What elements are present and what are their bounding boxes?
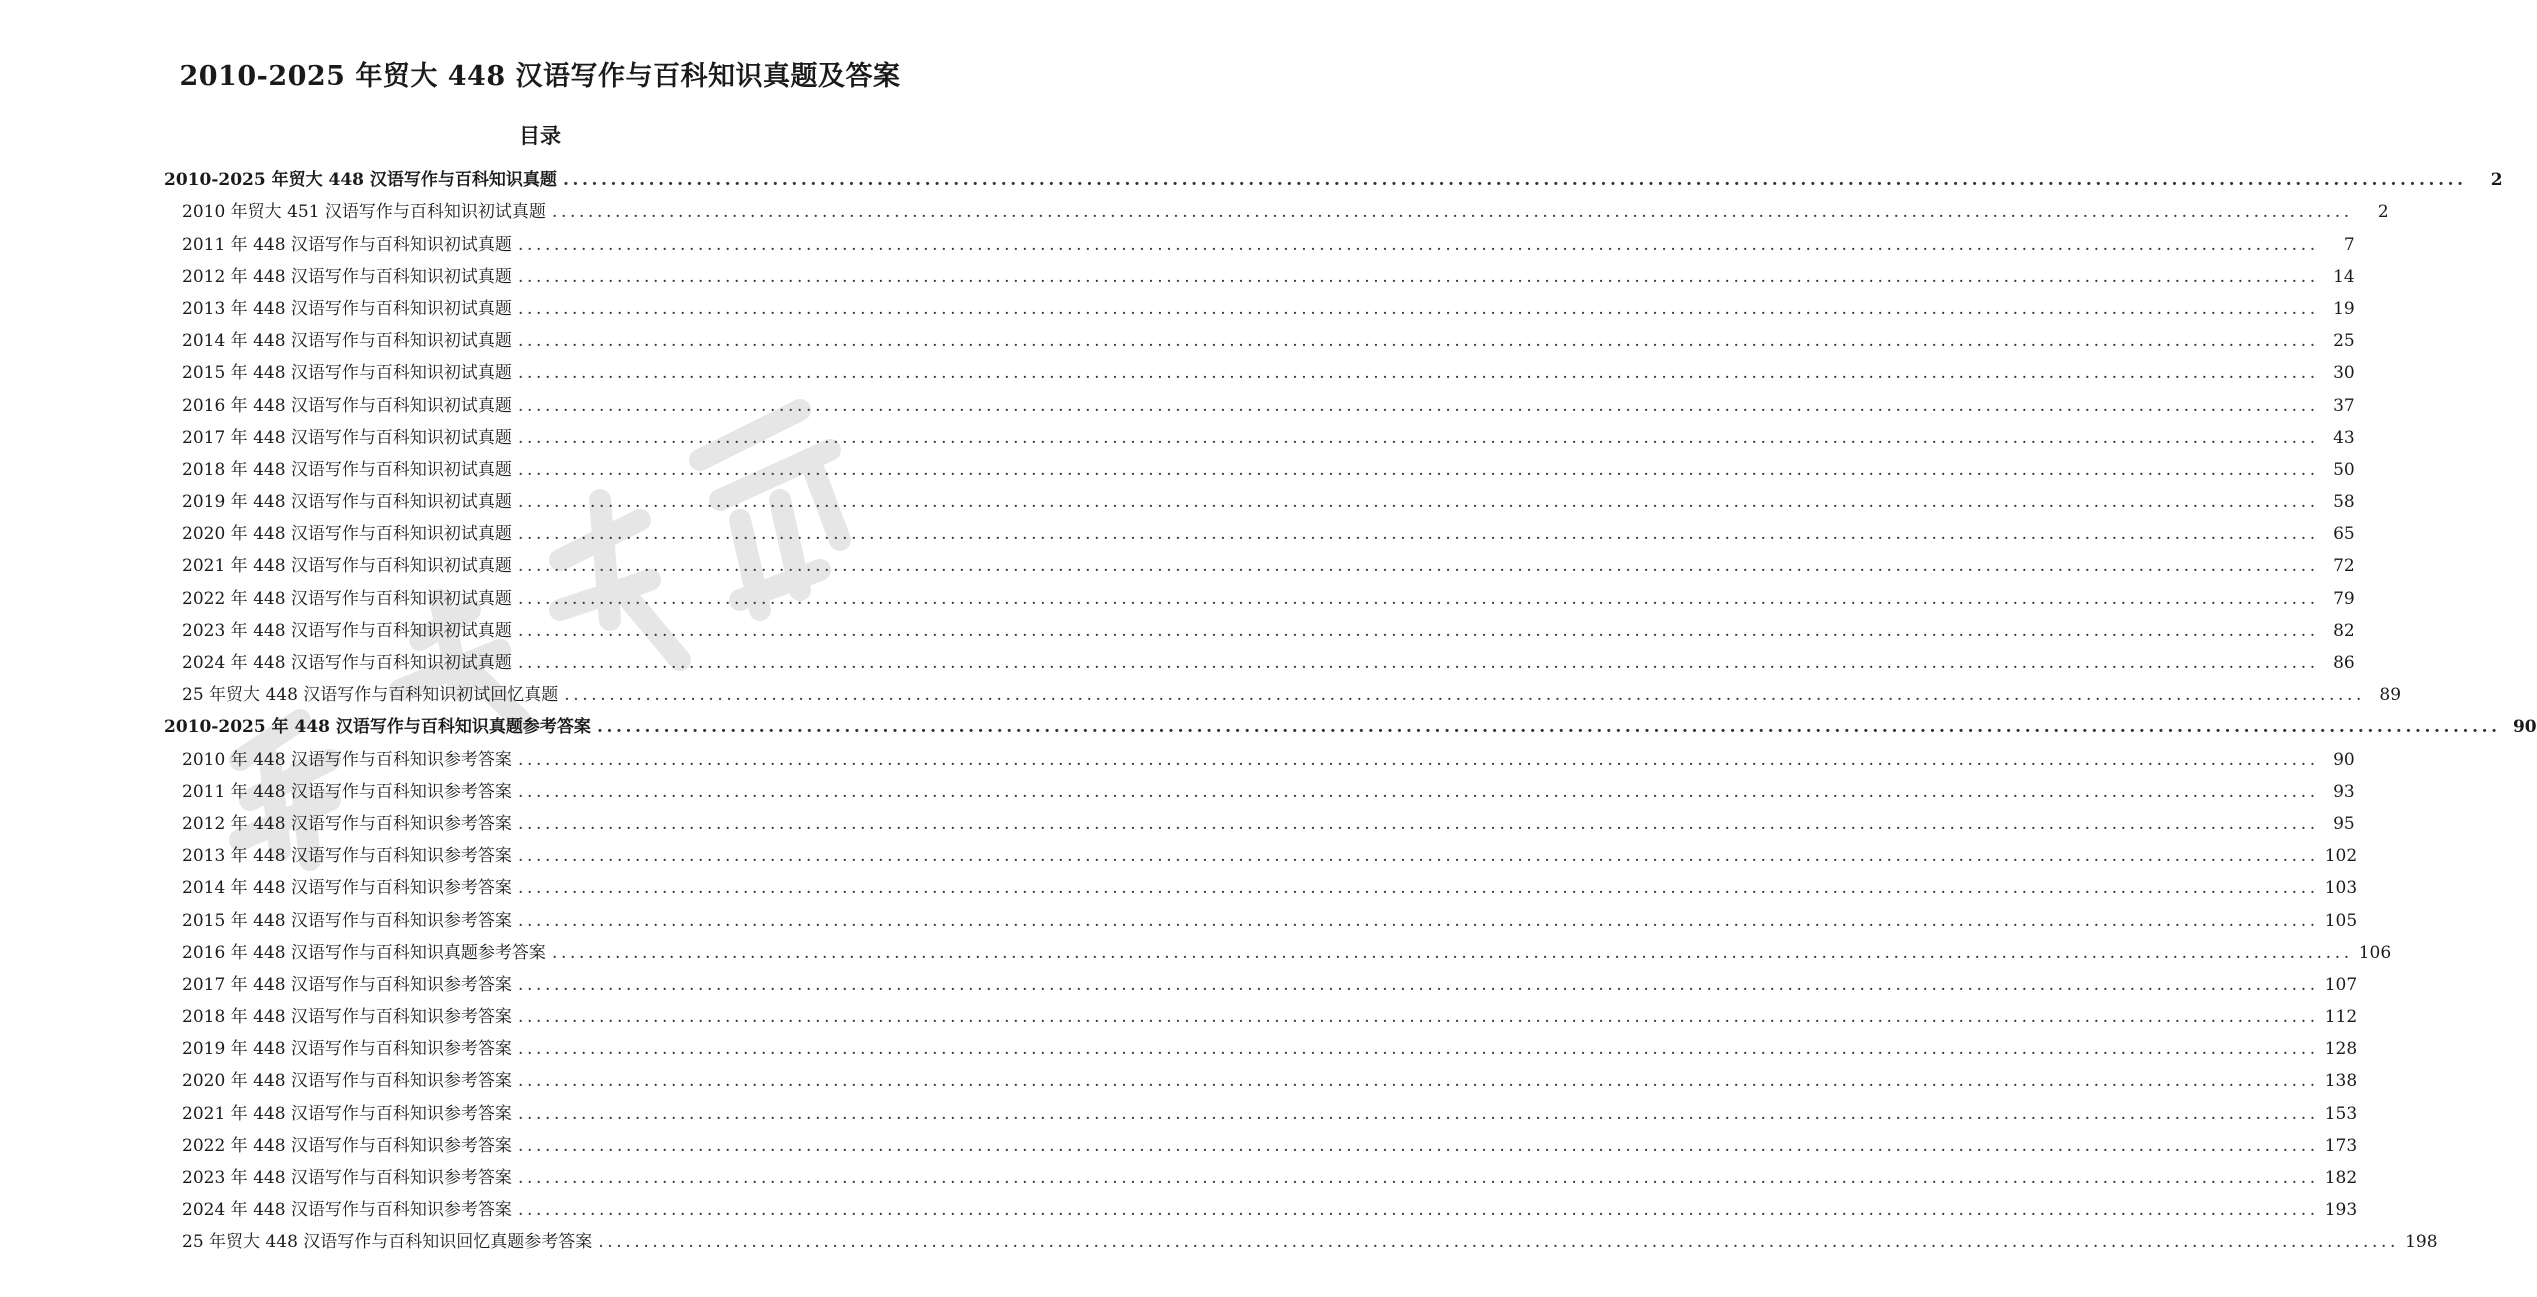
toc-entry[interactable] (164, 256, 2355, 288)
toc-entry[interactable] (164, 545, 2355, 577)
toc-section-entry[interactable] (164, 159, 2503, 191)
toc-leader-dots: ........................................................................................................................................................................................................ (517, 363, 2319, 384)
toc-leader-dots: ........................................................................................................................................................................................................ (517, 910, 2319, 931)
toc-entry-label: 2024 年 448 汉语写作与百科知识初试真题 (182, 653, 512, 673)
toc-leader-dots: ........................................................................................................................................................................................................ (517, 974, 2319, 995)
toc-entry-label: 25 年贸大 448 汉语写作与百科知识初试回忆真题 (182, 685, 559, 706)
toc-page-number: 112 (2324, 1007, 2358, 1028)
table-of-contents (164, 159, 2537, 1253)
toc-leader-dots: ........................................................................................................................................................................................................ (517, 653, 2319, 673)
toc-entry-label: 2014 年 448 汉语写作与百科知识初试真题 (182, 331, 512, 352)
toc-entry-label: 2022 年 448 汉语写作与百科知识参考答案 (182, 1135, 512, 1156)
toc-entry-label: 2013 年 448 汉语写作与百科知识初试真题 (182, 298, 512, 319)
toc-leader-dots: ........................................................................................................................................................................................................ (517, 1135, 2319, 1156)
toc-page-number: 173 (2324, 1135, 2358, 1156)
toc-entry-label: 2017 年 448 汉语写作与百科知识初试真题 (182, 427, 512, 448)
toc-entry[interactable] (164, 674, 2402, 706)
toc-entry[interactable] (164, 899, 2358, 931)
toc-entry-label: 2012 年 448 汉语写作与百科知识初试真题 (182, 266, 512, 287)
toc-page-number: 90 (2333, 749, 2355, 770)
toc-entry[interactable] (164, 191, 2389, 223)
toc-entry[interactable] (164, 1060, 2358, 1092)
toc-entry[interactable] (164, 1221, 2438, 1253)
toc-entry[interactable] (164, 1092, 2358, 1124)
toc-entry-label: 2015 年 448 汉语写作与百科知识参考答案 (182, 910, 512, 931)
toc-entry-label: 2020 年 448 汉语写作与百科知识初试真题 (182, 524, 512, 545)
toc-entry[interactable] (164, 513, 2355, 545)
toc-leader-dots: ........................................................................................................................................................................................................ (517, 1168, 2319, 1188)
toc-leader-dots: ........................................................................................................................................................................................................ (517, 492, 2319, 513)
toc-page-number: 14 (2333, 266, 2355, 287)
toc-page-number: 182 (2324, 1168, 2358, 1188)
toc-page-number: 153 (2324, 1103, 2358, 1124)
toc-leader-dots: ........................................................................................................................................................................................................ (517, 620, 2319, 641)
toc-entry-label: 2011 年 448 汉语写作与百科知识参考答案 (182, 781, 512, 802)
toc-page-number: 50 (2333, 459, 2355, 480)
toc-entry[interactable] (164, 1125, 2358, 1157)
toc-entry[interactable] (164, 1028, 2358, 1060)
toc-leader-dots: ........................................................................................................................................................................................................ (517, 846, 2319, 867)
toc-leader-dots: ........................................................................................................................................................................................................ (598, 1232, 2400, 1253)
toc-entry-label: 2016 年 448 汉语写作与百科知识真题参考答案 (182, 942, 546, 963)
toc-leader-dots: ........................................................................................................................................................................................................ (517, 781, 2319, 802)
toc-entry[interactable] (164, 449, 2355, 481)
toc-leader-dots: ........................................................................................................................................................................................................ (517, 588, 2319, 609)
toc-page-number: 19 (2333, 298, 2355, 319)
toc-page-number: 138 (2324, 1071, 2358, 1092)
toc-page-number: 102 (2324, 846, 2358, 867)
toc-entry[interactable] (164, 481, 2355, 513)
toc-entry[interactable] (164, 417, 2355, 449)
toc-leader-dots: ........................................................................................................................................................................................................ (517, 331, 2319, 352)
toc-page-number: 82 (2333, 620, 2355, 641)
toc-entry-label: 2014 年 448 汉语写作与百科知识参考答案 (182, 878, 512, 899)
toc-page-number: 103 (2324, 878, 2358, 899)
toc-entry-label: 2019 年 448 汉语写作与百科知识参考答案 (182, 1039, 512, 1060)
toc-entry-label: 2013 年 448 汉语写作与百科知识参考答案 (182, 846, 512, 867)
toc-entry-label: 2023 年 448 汉语写作与百科知识初试真题 (182, 620, 512, 641)
toc-entry[interactable] (164, 288, 2355, 320)
toc-leader-dots: ........................................................................................................................................................................................................ (562, 170, 2467, 191)
toc-entry-label: 2010-2025 年贸大 448 汉语写作与百科知识真题 (164, 170, 557, 191)
toc-entry-label: 2017 年 448 汉语写作与百科知识参考答案 (182, 974, 512, 995)
toc-entry-label: 2023 年 448 汉语写作与百科知识参考答案 (182, 1168, 512, 1188)
toc-page-number: 58 (2333, 492, 2355, 513)
toc-leader-dots: ........................................................................................................................................................................................................ (517, 749, 2319, 770)
toc-entry[interactable] (164, 771, 2355, 803)
toc-entry[interactable] (164, 996, 2358, 1028)
toc-entry[interactable] (164, 642, 2355, 674)
toc-entry-label: 2015 年 448 汉语写作与百科知识初试真题 (182, 363, 512, 384)
toc-entry-label: 2021 年 448 汉语写作与百科知识参考答案 (182, 1103, 512, 1124)
toc-entry[interactable] (164, 964, 2358, 996)
toc-page-number: 2 (2377, 202, 2389, 223)
toc-entry[interactable] (164, 384, 2355, 416)
toc-entry[interactable] (164, 867, 2358, 899)
toc-page-number: 106 (2358, 942, 2392, 963)
toc-entry[interactable] (164, 932, 2392, 964)
toc-leader-dots: ........................................................................................................................................................................................................ (517, 298, 2319, 319)
toc-page-number: 37 (2333, 395, 2355, 416)
toc-entry[interactable] (164, 1157, 2358, 1189)
toc-leader-dots: ........................................................................................................................................................................................................ (517, 1039, 2319, 1060)
toc-entry[interactable] (164, 352, 2355, 384)
toc-page-number: 43 (2333, 427, 2355, 448)
toc-leader-dots: ........................................................................................................................................................................................................ (517, 524, 2319, 545)
toc-entry[interactable] (164, 223, 2355, 255)
toc-leader-dots: ........................................................................................................................................................................................................ (517, 234, 2319, 255)
toc-leader-dots: ........................................................................................................................................................................................................ (517, 556, 2319, 577)
toc-entry[interactable] (164, 320, 2355, 352)
toc-page-number: 72 (2333, 556, 2355, 577)
toc-entry[interactable] (164, 835, 2358, 867)
toc-page-number: 198 (2405, 1232, 2438, 1253)
toc-page-number: 95 (2333, 813, 2355, 834)
toc-entry-label: 2016 年 448 汉语写作与百科知识初试真题 (182, 395, 512, 416)
toc-entry[interactable] (164, 577, 2355, 609)
toc-leader-dots: ........................................................................................................................................................................................................ (551, 942, 2353, 963)
toc-leader-dots: ........................................................................................................................................................................................................ (551, 202, 2353, 223)
toc-entry-label: 2012 年 448 汉语写作与百科知识参考答案 (182, 813, 512, 834)
toc-page-number: 25 (2333, 331, 2355, 352)
toc-leader-dots: ........................................................................................................................................................................................................ (517, 1103, 2319, 1124)
toc-leader-dots: ........................................................................................................................................................................................................ (517, 459, 2319, 480)
toc-leader-dots: ........................................................................................................................................................................................................ (517, 427, 2319, 448)
toc-page-number: 7 (2343, 234, 2355, 255)
toc-entry-label: 25 年贸大 448 汉语写作与百科知识回忆真题参考答案 (182, 1232, 593, 1253)
toc-leader-dots: ........................................................................................................................................................................................................ (517, 813, 2319, 834)
toc-entry-label: 2018 年 448 汉语写作与百科知识参考答案 (182, 1007, 512, 1028)
toc-entry-label: 2011 年 448 汉语写作与百科知识初试真题 (182, 234, 512, 255)
toc-page-number: 89 (2379, 685, 2402, 706)
toc-leader-dots: ........................................................................................................................................................................................................ (564, 685, 2366, 706)
toc-page-number: 79 (2333, 588, 2355, 609)
toc-page-number: 107 (2324, 974, 2358, 995)
toc-entry[interactable] (164, 1189, 2358, 1221)
toc-page-number: 65 (2333, 524, 2355, 545)
toc-page-number: 128 (2324, 1039, 2358, 1060)
toc-entry-label: 2019 年 448 汉语写作与百科知识初试真题 (182, 492, 512, 513)
toc-entry-label: 2010-2025 年 448 汉语写作与百科知识真题参考答案 (164, 717, 591, 738)
toc-page-number: 193 (2324, 1200, 2358, 1221)
toc-page-number: 90 (2512, 717, 2537, 738)
toc-entry-label: 2010 年贸大 451 汉语写作与百科知识初试真题 (182, 202, 546, 223)
toc-leader-dots: ........................................................................................................................................................................................................ (517, 266, 2319, 287)
toc-leader-dots: ........................................................................................................................................................................................................ (517, 1200, 2319, 1221)
toc-entry-label: 2010 年 448 汉语写作与百科知识参考答案 (182, 749, 512, 770)
toc-leader-dots: ........................................................................................................................................................................................................ (517, 878, 2319, 899)
toc-entry[interactable] (164, 803, 2355, 835)
toc-page-number: 30 (2333, 363, 2355, 384)
toc-leader-dots: ........................................................................................................................................................................................................ (517, 395, 2319, 416)
toc-page-number: 105 (2324, 910, 2358, 931)
toc-leader-dots: ........................................................................................................................................................................................................ (596, 717, 2501, 738)
toc-leader-dots: ........................................................................................................................................................................................................ (517, 1071, 2319, 1092)
document-title: 2010-2025 年贸大 448 汉语写作与百科知识真题及答案 (179, 61, 901, 92)
toc-section-entry[interactable] (164, 706, 2537, 738)
toc-leader-dots: ........................................................................................................................................................................................................ (517, 1007, 2319, 1028)
toc-page-number: 86 (2333, 653, 2355, 673)
toc-entry-label: 2018 年 448 汉语写作与百科知识初试真题 (182, 459, 512, 480)
toc-entry-label: 2021 年 448 汉语写作与百科知识初试真题 (182, 556, 512, 577)
toc-heading: 目录 (519, 123, 561, 148)
toc-entry-label: 2022 年 448 汉语写作与百科知识初试真题 (182, 588, 512, 609)
watermark-text: 育 (0, 0, 1, 1)
toc-entry-label: 2024 年 448 汉语写作与百科知识参考答案 (182, 1200, 512, 1221)
toc-entry[interactable] (164, 738, 2355, 770)
toc-entry-label: 2020 年 448 汉语写作与百科知识参考答案 (182, 1071, 512, 1092)
toc-page-number: 93 (2333, 781, 2355, 802)
toc-entry[interactable] (164, 610, 2355, 642)
toc-page-number: 2 (2490, 170, 2503, 191)
